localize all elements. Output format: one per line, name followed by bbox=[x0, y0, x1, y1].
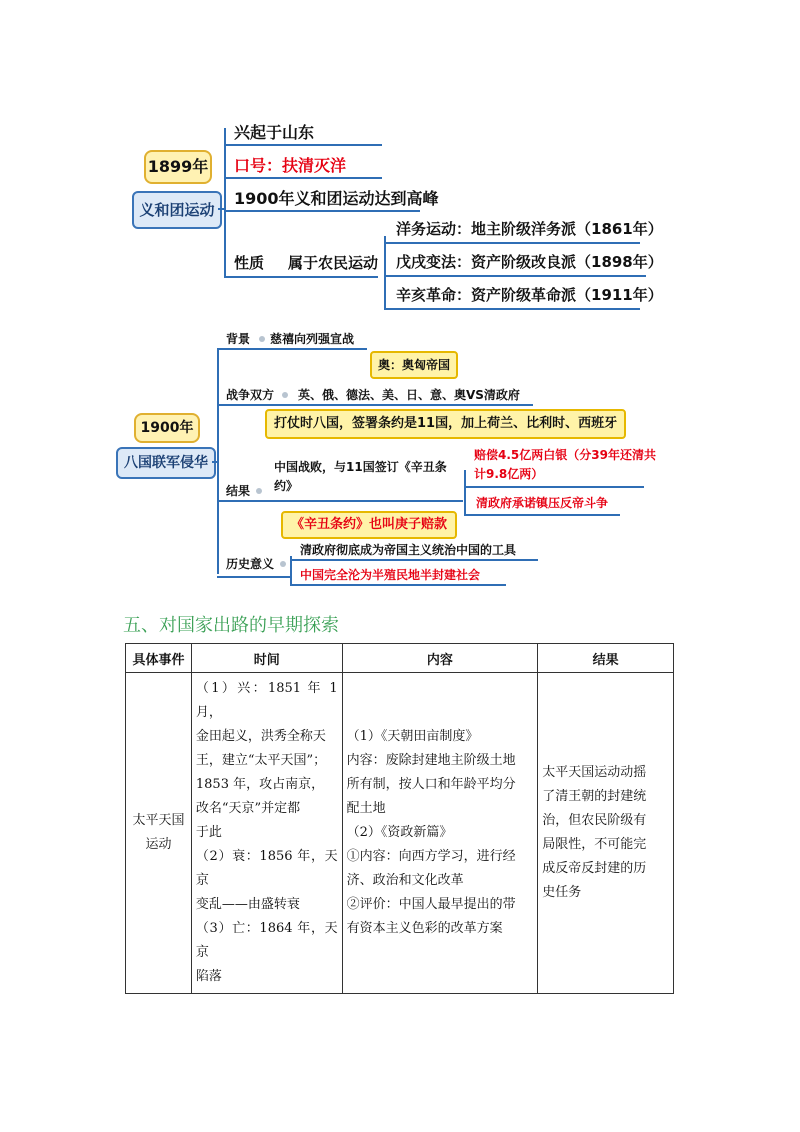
allied-result-label: 结果 bbox=[226, 484, 251, 498]
allied-sides-value: 英、俄、德法、美、日、意、奥VS清政府 bbox=[298, 388, 520, 402]
time-line: （2）衰：1856 年，天京 bbox=[195, 849, 338, 888]
allied-meaning-1-line bbox=[290, 559, 538, 561]
time-line: 变乱——由盛转衰 bbox=[195, 897, 300, 912]
allied-result-trunk bbox=[464, 470, 466, 516]
allied-meaning-2-line bbox=[217, 576, 290, 578]
allied-result-dot bbox=[256, 488, 262, 494]
compare-revolution-1911: 辛亥革命：资产阶级革命派（1911年） bbox=[396, 286, 663, 304]
content-line: 济、政治和文化改革 bbox=[346, 873, 464, 888]
result-line: 史任务 bbox=[542, 885, 582, 900]
content-line: （2）《资政新篇》 bbox=[346, 825, 453, 840]
boxer-nature-value: 属于农民运动 bbox=[288, 254, 379, 272]
result-line: 成反帝反封建的历 bbox=[542, 861, 647, 876]
event-line: 运动 bbox=[145, 837, 172, 852]
boxer-branch-peak-line bbox=[224, 210, 420, 212]
compare-westernization: 洋务运动：地主阶级洋务派（1861年） bbox=[396, 220, 663, 238]
allied-meaning-2-underline bbox=[290, 584, 506, 586]
allied-sides-label: 战争双方 bbox=[226, 388, 275, 402]
cell-result bbox=[538, 673, 674, 994]
content-line: ②评价：中国人最早提出的带 bbox=[346, 897, 516, 912]
boxer-branch-origin: 兴起于山东 bbox=[234, 123, 315, 142]
section-title: 五、对国家出路的早期探索 bbox=[123, 615, 339, 636]
content-line: 内容：废除封建地主阶级土地 bbox=[346, 753, 516, 768]
content-line: （1）《天朝田亩制度》 bbox=[346, 729, 479, 744]
cell-content bbox=[342, 673, 538, 994]
time-line: 改名“天京”并定都 bbox=[195, 801, 301, 816]
header-content: 内容 bbox=[342, 644, 538, 673]
time-line: 王，建立“太平天国”； bbox=[195, 753, 327, 768]
allied-indemnity-1: 赔偿4.5亿两白银（分39年还清共 bbox=[474, 448, 656, 462]
allied-trunk-line bbox=[217, 348, 219, 574]
header-time: 时间 bbox=[191, 644, 342, 673]
allied-background-value: 慈禧向列强宣战 bbox=[270, 332, 355, 346]
boxer-branch-slogan-line bbox=[224, 177, 382, 179]
boxer-branch-slogan: 口号：扶清灭洋 bbox=[234, 156, 347, 175]
header-result: 结果 bbox=[538, 644, 674, 673]
exploration-table bbox=[125, 643, 674, 994]
result-line: 太平天国运动动摇 bbox=[542, 765, 647, 780]
boxer-nature-line bbox=[224, 276, 378, 278]
event-line: 太平天国 bbox=[132, 813, 185, 828]
allied-meaning-dot bbox=[280, 561, 286, 567]
boxer-year-badge: 1899年 bbox=[144, 150, 212, 184]
boxer-compare-trunk bbox=[384, 236, 386, 308]
content-line: 所有制，按人口和年龄平均分 bbox=[346, 777, 516, 792]
table-header-row bbox=[126, 644, 674, 673]
content-line: ①内容：向西方学习，进行经 bbox=[346, 849, 516, 864]
compare-reform-1898-line bbox=[384, 275, 646, 277]
allied-result-line bbox=[217, 500, 463, 502]
result-line: 治，但农民阶级有 bbox=[542, 813, 647, 828]
allied-link-line bbox=[212, 461, 217, 463]
allied-sides-line bbox=[217, 404, 533, 406]
cell-time bbox=[191, 673, 342, 994]
callout-gengzi-indemnity: 《辛丑条约》也叫庚子赔款 bbox=[281, 511, 457, 539]
boxer-trunk-line bbox=[224, 128, 226, 276]
time-line: 1853 年，攻占南京， bbox=[195, 777, 325, 792]
callout-eleven-countries: 打仗时八国，签署条约是11国，加上荷兰、比利时、西班牙 bbox=[265, 409, 626, 439]
callout-austria: 奥：奥匈帝国 bbox=[370, 351, 458, 379]
time-line: 金田起义，洪秀全称天 bbox=[195, 729, 326, 744]
result-line: 局限性，不可能完 bbox=[542, 837, 647, 852]
allied-indemnity-2: 计9.8亿两） bbox=[474, 467, 544, 481]
allied-meaning-2: 中国完全沦为半殖民地半封建社会 bbox=[300, 568, 481, 582]
allied-year-badge: 1900年 bbox=[134, 413, 200, 443]
time-line: （1）兴：1851 年 1 月， bbox=[195, 681, 338, 720]
allied-background-label: 背景 bbox=[226, 332, 251, 346]
header-event: 具体事件 bbox=[126, 644, 192, 673]
allied-meaning-label: 历史意义 bbox=[226, 557, 275, 571]
allied-indemnity-line bbox=[464, 486, 644, 488]
allied-meaning-1: 清政府彻底成为帝国主义统治中国的工具 bbox=[300, 543, 517, 557]
boxer-nature-label: 性质 bbox=[234, 254, 265, 272]
allied-background-dot bbox=[259, 336, 265, 342]
allied-result-value-2: 约》 bbox=[274, 479, 299, 493]
compare-reform-1898: 戊戌变法：资产阶级改良派（1898年） bbox=[396, 253, 663, 271]
table-row bbox=[126, 673, 674, 994]
allied-background-line bbox=[217, 348, 367, 350]
boxer-branch-peak: 1900年义和团运动达到高峰 bbox=[234, 189, 439, 208]
compare-revolution-1911-line bbox=[384, 308, 640, 310]
allied-sides-dot bbox=[282, 392, 288, 398]
content-line: 有资本主义色彩的改革方案 bbox=[346, 921, 503, 936]
result-line: 了清王朝的封建统 bbox=[542, 789, 647, 804]
boxer-branch-origin-line bbox=[224, 144, 382, 146]
allied-suppress-line bbox=[464, 514, 620, 516]
time-line: （3）亡：1864 年，天京 bbox=[195, 921, 338, 960]
allied-result-value-1: 中国战败，与11国签订《辛丑条 bbox=[274, 460, 447, 474]
compare-westernization-line bbox=[384, 242, 640, 244]
time-line: 陷落 bbox=[195, 969, 222, 984]
allied-topic-box: 八国联军侵华 bbox=[116, 447, 216, 479]
content-line: 配土地 bbox=[346, 801, 386, 816]
time-line: 于此 bbox=[195, 825, 222, 840]
boxer-topic-box: 义和团运动 bbox=[132, 191, 222, 229]
cell-event bbox=[126, 673, 192, 994]
allied-suppress: 清政府承诺镇压反帝斗争 bbox=[476, 496, 609, 510]
